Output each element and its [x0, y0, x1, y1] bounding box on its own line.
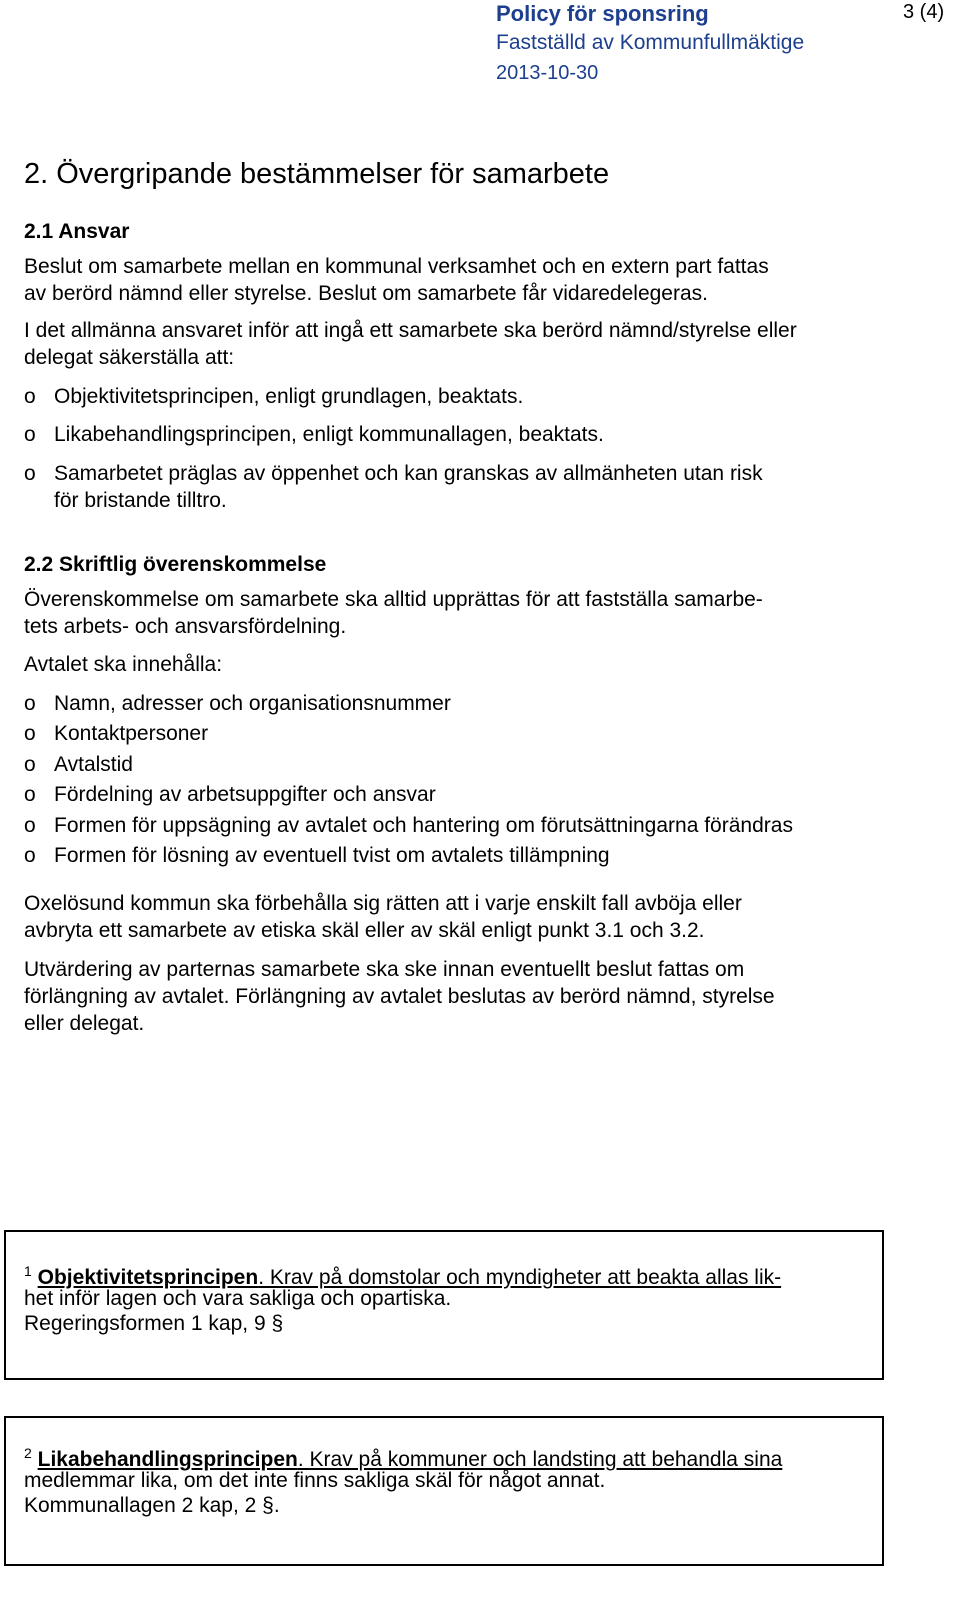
footnote-2-reference: Kommunallagen 2 kap, 2 §. [24, 1494, 280, 1517]
list-item: Namn, adresser och organisationsnummer [54, 692, 451, 715]
list-item: Likabehandlingsprincipen, enligt kommunallagen, beaktats. [54, 423, 604, 446]
subsection-heading-2-2: 2.2 Skriftlig överenskommelse [24, 553, 327, 576]
paragraph-2-2-intro: Avtalet ska innehålla: [24, 653, 223, 676]
footnote-2-text: . Krav på kommuner och landsting att behandla sina [297, 1448, 783, 1471]
list-bullet: o [24, 423, 36, 446]
footnote-1-reference: Regeringsformen 1 kap, 9 § [24, 1312, 284, 1335]
list-bullet: o [24, 753, 36, 776]
paragraph-2-2-p3-line1: Oxelösund kommun ska förbehålla sig rätten att i varje enskilt fall avböja eller [24, 892, 742, 915]
footnote-1-term: Objektivitetsprincipen [37, 1266, 259, 1289]
paragraph-2-2-p3-line2: avbryta ett samarbete av etiska skäl eller av skäl enligt punkt 3.1 och 3.2. [24, 919, 705, 942]
footnote-2-term: Likabehandlingsprincipen [37, 1448, 298, 1471]
list-bullet: o [24, 814, 36, 837]
list-bullet: o [24, 722, 36, 745]
subsection-heading-2-1: 2.1 Ansvar [24, 220, 130, 243]
paragraph-2-2-p4-line1: Utvärdering av parternas samarbete ska ske innan eventuellt beslut fattas om [24, 958, 745, 981]
list-bullet: o [24, 462, 36, 485]
list-item: Formen för uppsägning av avtalet och hantering om förutsättningarna förändras [54, 814, 793, 837]
paragraph-2-1-line2: av berörd nämnd eller styrelse. Beslut om samarbete får vidaredelegeras. [24, 282, 708, 305]
page-number: 3 (4) [903, 1, 945, 23]
footnote-2-number: 2 [24, 1445, 32, 1461]
paragraph-2-2-line2: tets arbets- och ansvarsfördelning. [24, 615, 347, 638]
footnote-2-line2: medlemmar lika, om det inte finns sakliga skäl för något annat. [24, 1469, 606, 1492]
footnote-1-line2: het inför lagen och vara sakliga och opartiska. [24, 1287, 452, 1310]
footnote-1-number: 1 [24, 1263, 32, 1279]
list-item: Formen för lösning av eventuell tvist om avtalets tillämpning [54, 844, 610, 867]
list-bullet: o [24, 385, 36, 408]
paragraph-2-2-line1: Överenskommelse om samarbete ska alltid upprättas för att fastställa samarbe- [24, 588, 763, 611]
paragraph-2-2-p4-line3: eller delegat. [24, 1012, 145, 1035]
list-item: Avtalstid [54, 753, 133, 776]
footnote-1-text: . Krav på domstolar och myndigheter att beakta allas lik- [258, 1266, 782, 1289]
list-bullet: o [24, 844, 36, 867]
list-item-continuation: för bristande tilltro. [54, 489, 227, 512]
list-item: Kontaktpersoner [54, 722, 209, 745]
list-item: Objektivitetsprincipen, enligt grundlagen, beaktats. [54, 385, 524, 408]
document-subtitle: Fastställd av Kommunfullmäktige [496, 31, 805, 54]
list-item: Samarbetet präglas av öppenhet och kan granskas av allmänheten utan risk [54, 462, 763, 485]
paragraph-2-1-line1: Beslut om samarbete mellan en kommunal verksamhet och en extern part fattas [24, 255, 769, 278]
paragraph-2-1b-line1: I det allmänna ansvaret inför att ingå ett samarbete ska berörd nämnd/styrelse eller [24, 319, 797, 342]
document-title: Policy för sponsring [496, 1, 709, 26]
paragraph-2-2-p4-line2: förlängning av avtalet. Förlängning av avtalet beslutas av berörd nämnd, styrelse [24, 985, 775, 1008]
list-bullet: o [24, 783, 36, 806]
list-bullet: o [24, 692, 36, 715]
list-item: Fördelning av arbetsuppgifter och ansvar [54, 783, 436, 806]
paragraph-2-1b-line2: delegat säkerställa att: [24, 346, 235, 369]
document-date: 2013-10-30 [496, 62, 599, 84]
section-heading: 2. Övergripande bestämmelser för samarbete [24, 158, 610, 190]
